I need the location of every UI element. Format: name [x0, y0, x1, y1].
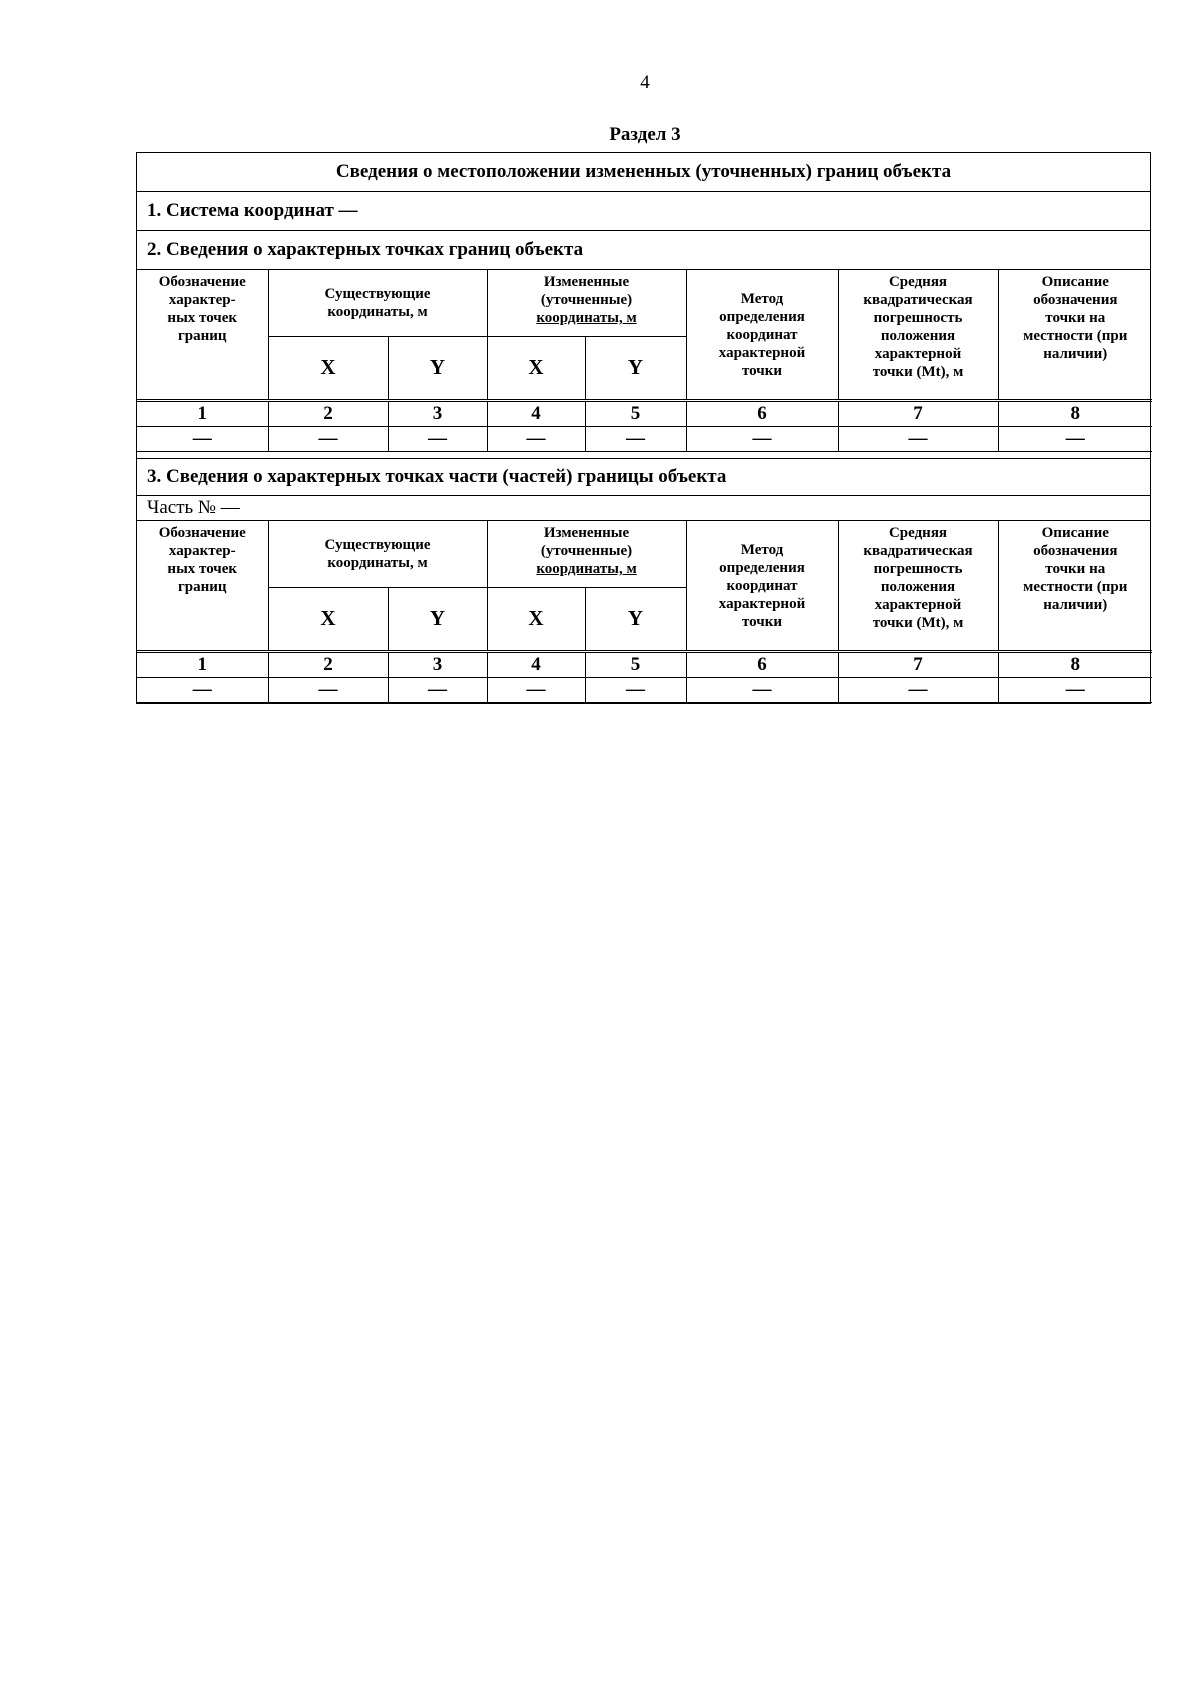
column-number: 2: [268, 401, 388, 427]
header-error: Средняя квадратическая погрешность положения характерной точки (Mt), м: [838, 270, 998, 401]
header-description: Описание обозначения точки на местности (при наличии): [998, 521, 1152, 652]
header-existing-coords: Существующие координаты, м: [268, 270, 487, 336]
table-cell: —: [388, 427, 487, 452]
table-cell: —: [388, 678, 487, 703]
column-number: 7: [838, 652, 998, 678]
column-number: 8: [998, 652, 1152, 678]
boundary-form: [136, 152, 1151, 704]
column-number: 1: [137, 401, 268, 427]
table-cell: —: [686, 678, 838, 703]
table-cell: —: [838, 427, 998, 452]
column-number-row: [137, 652, 1152, 678]
parts-heading: 3. Сведения о характерных точках части (частей) границы объекта: [137, 459, 1150, 496]
page-number: 4: [640, 72, 650, 93]
column-number: 4: [487, 652, 585, 678]
header-designation: Обозначение характер- ных точек границ: [137, 521, 268, 652]
header-existing-y: Y: [388, 587, 487, 651]
section-title: Раздел 3: [609, 124, 681, 145]
header-existing-y: Y: [388, 336, 487, 400]
header-error: Средняя квадратическая погрешность положения характерной точки (Mt), м: [838, 521, 998, 652]
column-number: 3: [388, 401, 487, 427]
part-points-table: [137, 521, 1152, 703]
column-number: 6: [686, 401, 838, 427]
part-number-row: Часть № —: [137, 496, 1150, 521]
column-number: 8: [998, 401, 1152, 427]
table-cell: —: [998, 678, 1152, 703]
table-cell: —: [838, 678, 998, 703]
header-existing-x: X: [268, 336, 388, 400]
coordinate-system-row: 1. Система координат —: [137, 192, 1150, 231]
table-cell: —: [585, 678, 686, 703]
table-row: [137, 427, 1152, 452]
section-gap: [137, 452, 1150, 459]
column-number: 7: [838, 401, 998, 427]
table-cell: —: [137, 427, 268, 452]
header-description: Описание обозначения точки на местности (при наличии): [998, 270, 1152, 401]
table-cell: —: [268, 678, 388, 703]
table-cell: —: [137, 678, 268, 703]
column-number: 5: [585, 652, 686, 678]
header-changed-coords: Измененные (уточненные) координаты, м: [487, 270, 686, 336]
points-table: [137, 270, 1152, 452]
header-method: Метод определения координат характерной точки: [686, 521, 838, 652]
table-bottom-border: [137, 703, 1150, 704]
table-cell: —: [487, 427, 585, 452]
header-method: Метод определения координат характерной точки: [686, 270, 838, 401]
header-existing-coords: Существующие координаты, м: [268, 521, 487, 587]
column-number-row: [137, 401, 1152, 427]
column-number: 4: [487, 401, 585, 427]
header-changed-x: X: [487, 587, 585, 651]
table-cell: —: [487, 678, 585, 703]
header-changed-y: Y: [585, 336, 686, 400]
table-cell: —: [585, 427, 686, 452]
header-changed-coords: Измененные (уточненные) координаты, м: [487, 521, 686, 587]
table-row: [137, 678, 1152, 703]
header-existing-x: X: [268, 587, 388, 651]
column-number: 2: [268, 652, 388, 678]
table-cell: —: [998, 427, 1152, 452]
table-cell: —: [268, 427, 388, 452]
column-number: 3: [388, 652, 487, 678]
points-heading: 2. Сведения о характерных точках границ объекта: [137, 231, 1150, 270]
column-number: 1: [137, 652, 268, 678]
column-number: 6: [686, 652, 838, 678]
form-title: Сведения о местоположении измененных (уточненных) границ объекта: [137, 153, 1150, 192]
column-number: 5: [585, 401, 686, 427]
header-designation: Обозначение характер- ных точек границ: [137, 270, 268, 401]
header-changed-y: Y: [585, 587, 686, 651]
header-changed-x: X: [487, 336, 585, 400]
table-cell: —: [686, 427, 838, 452]
